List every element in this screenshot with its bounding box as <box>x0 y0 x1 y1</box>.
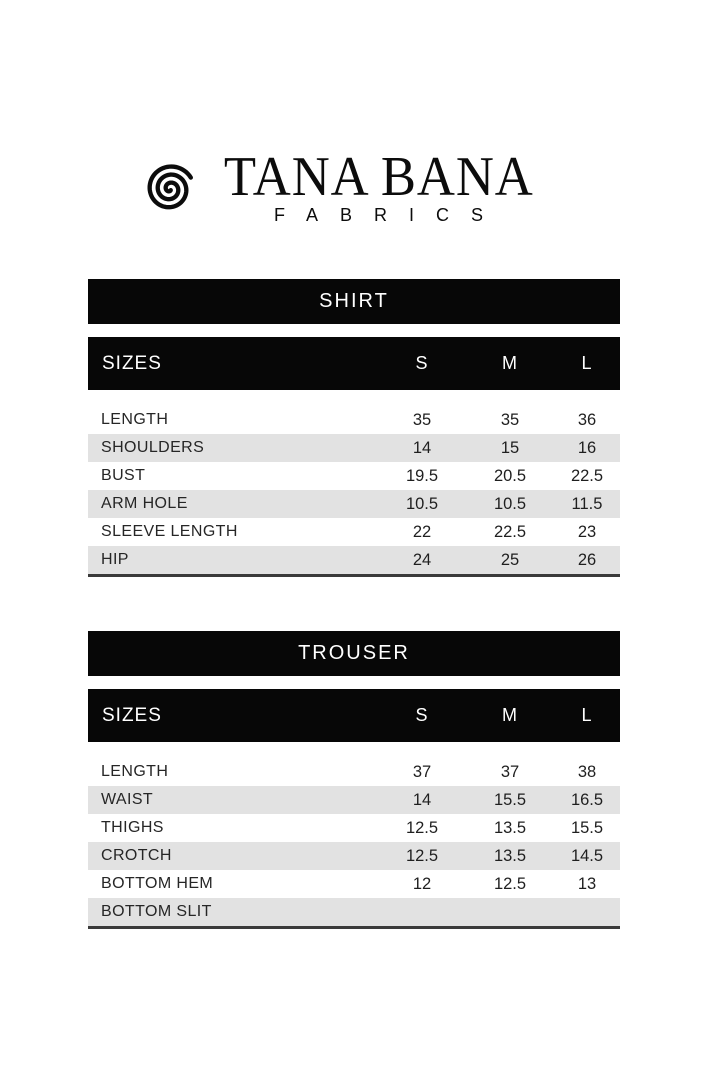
size-column-s: S <box>415 705 429 725</box>
trouser-title-bar: TROUSER <box>88 631 620 676</box>
measure-label: LENGTH <box>101 411 169 428</box>
table-row <box>88 518 620 546</box>
value-l: 22.5 <box>570 466 604 485</box>
value-m: 13.5 <box>493 818 527 837</box>
trouser-sizes-header <box>88 689 620 742</box>
trouser-size-table <box>88 631 620 929</box>
measure-label: WAIST <box>101 791 154 808</box>
value-m: 10.5 <box>493 494 527 513</box>
measure-label: ARM HOLE <box>101 495 188 512</box>
value-s: 12.5 <box>405 846 439 865</box>
value-l: 26 <box>577 550 597 569</box>
brand-text <box>214 146 544 226</box>
shirt-sizes-header <box>88 337 620 390</box>
value-l: 36 <box>577 410 597 429</box>
measure-label: HIP <box>101 551 129 568</box>
size-column-m: M <box>502 705 518 725</box>
value-l: 16.5 <box>570 790 604 809</box>
value-s: 37 <box>412 762 432 781</box>
table-row <box>88 786 620 814</box>
measure-label: CROTCH <box>101 847 172 864</box>
table-row <box>88 758 620 786</box>
measure-label: SLEEVE LENGTH <box>101 523 238 540</box>
value-l: 16 <box>577 438 597 457</box>
trouser-rows <box>88 758 620 929</box>
size-column-s: S <box>415 353 429 373</box>
table-row <box>88 434 620 462</box>
value-l: 38 <box>577 762 597 781</box>
size-column-l: L <box>581 353 593 373</box>
value-l: 13 <box>577 874 597 893</box>
value-s: 19.5 <box>405 466 439 485</box>
table-row <box>88 462 620 490</box>
table-row <box>88 870 620 898</box>
value-s: 24 <box>412 550 432 569</box>
shirt-title-bar: SHIRT <box>88 279 620 324</box>
measure-label: SHOULDERS <box>101 439 205 456</box>
value-m: 20.5 <box>493 466 527 485</box>
table-row <box>88 546 620 574</box>
value-m: 22.5 <box>493 522 527 541</box>
value-m: 35 <box>500 410 520 429</box>
value-s: 22 <box>412 522 432 541</box>
value-m: 15.5 <box>493 790 527 809</box>
measure-label: LENGTH <box>101 763 169 780</box>
table-row <box>88 842 620 870</box>
value-l: 15.5 <box>570 818 604 837</box>
value-l: 23 <box>577 522 597 541</box>
value-s: 35 <box>412 410 432 429</box>
value-s: 12 <box>412 874 432 893</box>
table-row <box>88 814 620 842</box>
value-s: 14 <box>412 438 432 457</box>
table-row <box>88 898 620 926</box>
size-column-m: M <box>502 353 518 373</box>
size-column-l: L <box>581 705 593 725</box>
value-m: 13.5 <box>493 846 527 865</box>
value-m: 15 <box>500 438 520 457</box>
value-l: 11.5 <box>571 494 603 513</box>
measure-label: BUST <box>101 467 146 484</box>
spiral-icon <box>141 159 199 217</box>
value-s: 10.5 <box>405 494 439 513</box>
brand-logo <box>0 146 702 226</box>
value-m: 25 <box>500 550 520 569</box>
brand-tagline: FABRICS <box>273 205 505 225</box>
measure-label: BOTTOM SLIT <box>101 903 212 920</box>
measure-label: BOTTOM HEM <box>101 875 214 892</box>
table-row <box>88 406 620 434</box>
table-row <box>88 490 620 518</box>
shirt-size-table <box>88 279 620 577</box>
sizes-header-label: SIZES <box>102 704 162 726</box>
value-l: 14.5 <box>570 846 604 865</box>
measure-label: THIGHS <box>101 819 164 836</box>
value-m: 12.5 <box>493 874 527 893</box>
value-m: 37 <box>500 762 520 781</box>
brand-name: TANA BANA <box>223 146 534 208</box>
shirt-rows <box>88 406 620 577</box>
sizes-header-label: SIZES <box>102 352 162 374</box>
value-s: 12.5 <box>405 818 439 837</box>
value-s: 14 <box>412 790 432 809</box>
